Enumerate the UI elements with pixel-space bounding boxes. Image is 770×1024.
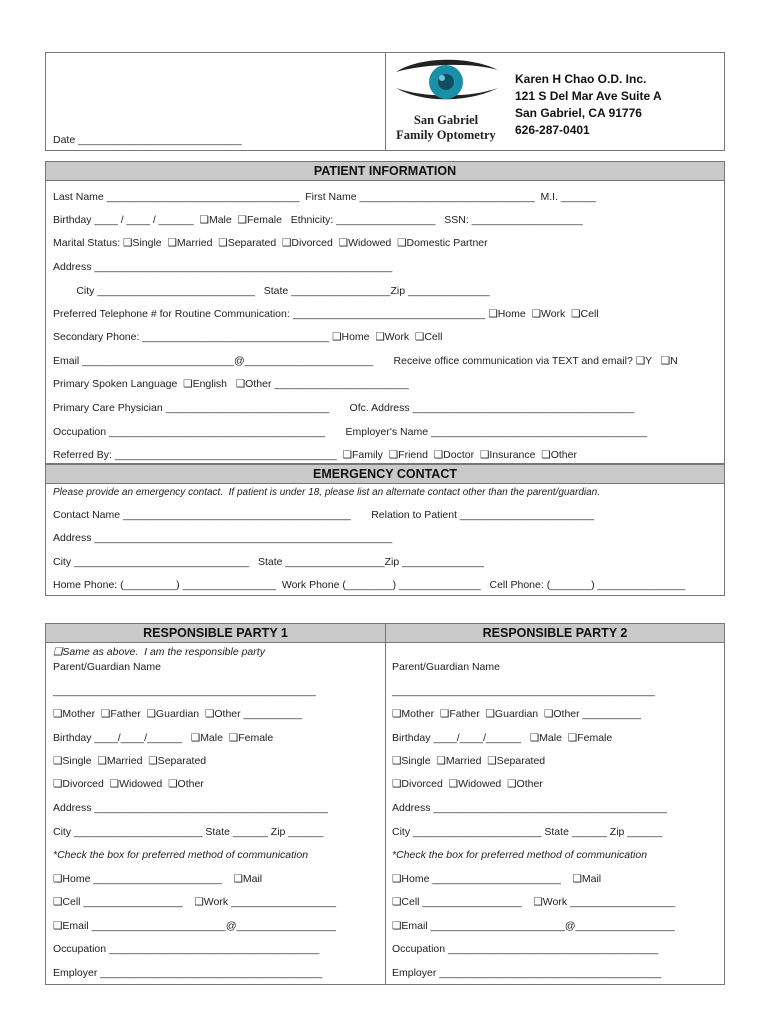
p1-occupation-line[interactable]: Occupation ____________________________________ (53, 943, 320, 955)
p2-home-line[interactable]: ❑Home ______________________ ❑Mail (392, 873, 602, 885)
p1-employer-line[interactable]: Employer ______________________________________ (53, 967, 323, 979)
p1-email-line[interactable]: ❑Email _______________________@_________________ (53, 920, 336, 932)
logo (390, 58, 502, 146)
p1-address-line[interactable]: Address ________________________________________ (53, 802, 329, 814)
responsible-divider (385, 623, 386, 985)
p2-city-line[interactable]: City ______________________ State ______ Zip ______ (392, 826, 663, 838)
p2-employer-line[interactable]: Employer ______________________________________ (392, 967, 662, 979)
logo-line1: San Gabriel (413, 113, 479, 127)
p2-address-line[interactable]: Address ________________________________________ (392, 802, 668, 814)
p1-guardian-name-label: Parent/Guardian Name (53, 661, 161, 673)
eye-logo-icon (390, 58, 502, 108)
p2-relation-line[interactable]: ❑Mother ❑Father ❑Guardian ❑Other __________ (392, 708, 641, 720)
p1-home-line[interactable]: ❑Home ______________________ ❑Mail (53, 873, 263, 885)
p2-cell-line[interactable]: ❑Cell _________________ ❑Work __________________ (392, 896, 676, 908)
emergency-city-line[interactable]: City ______________________________ State _________________Zip ______________ (53, 556, 484, 568)
email-line[interactable]: Email __________________________@______________________ Receive office communication via TEXT and email? ❑Y ❑N (53, 355, 678, 367)
p2-marital-line2[interactable]: ❑Divorced ❑Widowed ❑Other (392, 778, 543, 790)
emergency-phones-line[interactable]: Home Phone: (_________) ________________ Work Phone (________) ______________ Cell Phone: (_______) _______________ (53, 579, 686, 591)
occupation-line[interactable]: Occupation _____________________________________ Employer's Name _____________________________________ (53, 426, 648, 438)
emergency-address-line[interactable]: Address ___________________________________________________ (53, 532, 393, 544)
physician-line[interactable]: Primary Care Physician ____________________________ Ofc. Address ______________________________________ (53, 402, 635, 414)
p1-marital-line1[interactable]: ❑Single ❑Married ❑Separated (53, 755, 207, 767)
contact-name-line[interactable]: Contact Name _______________________________________ Relation to Patient _______________________ (53, 509, 595, 521)
party1-title: RESPONSIBLE PARTY 1 (45, 623, 386, 643)
p2-guardian-name-field[interactable]: _____________________________________________ (392, 685, 655, 697)
p2-email-line[interactable]: ❑Email _______________________@_________________ (392, 920, 675, 932)
p2-occupation-line[interactable]: Occupation ____________________________________ (392, 943, 659, 955)
emergency-note: Please provide an emergency contact. If patient is under 18, please list an alternate contact other than the parent/guardian. (53, 487, 601, 498)
address-line[interactable]: Address ___________________________________________________ (53, 261, 393, 273)
practice-phone: 626-287-0401 (515, 123, 590, 137)
p1-marital-line2[interactable]: ❑Divorced ❑Widowed ❑Other (53, 778, 204, 790)
practice-address2: San Gabriel, CA 91776 (515, 106, 642, 120)
language-line[interactable]: Primary Spoken Language ❑English ❑Other _______________________ (53, 378, 409, 390)
logo-line2: Family Optometry (396, 128, 496, 142)
p2-guardian-name-label: Parent/Guardian Name (392, 661, 500, 673)
last-name-line[interactable]: Last Name _________________________________ First Name ______________________________ M.I. ______ (53, 191, 596, 203)
marital-status-line[interactable]: Marital Status: ❑Single ❑Married ❑Separated ❑Divorced ❑Widowed ❑Domestic Partner (53, 237, 488, 249)
practice-address1: 121 S Del Mar Ave Suite A (515, 89, 662, 103)
p1-relation-line[interactable]: ❑Mother ❑Father ❑Guardian ❑Other __________ (53, 708, 302, 720)
emergency-title: EMERGENCY CONTACT (45, 464, 725, 484)
p2-birthday-line[interactable]: Birthday ____/____/______ ❑Male ❑Female (392, 732, 613, 744)
secondary-phone-line[interactable]: Secondary Phone: ________________________________ ❑Home ❑Work ❑Cell (53, 331, 443, 343)
p2-marital-line1[interactable]: ❑Single ❑Married ❑Separated (392, 755, 546, 767)
party2-title: RESPONSIBLE PARTY 2 (385, 623, 725, 643)
p1-birthday-line[interactable]: Birthday ____/____/______ ❑Male ❑Female (53, 732, 274, 744)
birthday-line[interactable]: Birthday ____ / ____ / ______ ❑Male ❑Female Ethnicity: _________________ SSN: ___________________ (53, 214, 583, 226)
p1-communication-note: *Check the box for preferred method of communication (53, 849, 309, 861)
p1-guardian-name-field[interactable]: _____________________________________________ (53, 685, 316, 697)
p2-communication-note: *Check the box for preferred method of communication (392, 849, 648, 861)
practice-name: Karen H Chao O.D. Inc. (515, 72, 647, 86)
preferred-phone-line[interactable]: Preferred Telephone # for Routine Communication: _________________________________ ❑Home ❑Work ❑Cell (53, 308, 599, 320)
same-as-above-checkbox[interactable]: ❑Same as above. I am the responsible party (53, 646, 265, 658)
date-field[interactable]: Date ____________________________ (53, 134, 242, 146)
city-line[interactable]: City ___________________________ State _________________Zip ______________ (53, 285, 490, 297)
p1-city-line[interactable]: City ______________________ State ______ Zip ______ (53, 826, 324, 838)
patient-title: PATIENT INFORMATION (45, 161, 725, 181)
header-divider (385, 52, 386, 151)
referred-by-line[interactable]: Referred By: ______________________________________ ❑Family ❑Friend ❑Doctor ❑Insurance ❑Other (53, 449, 577, 461)
p1-cell-line[interactable]: ❑Cell _________________ ❑Work __________________ (53, 896, 337, 908)
